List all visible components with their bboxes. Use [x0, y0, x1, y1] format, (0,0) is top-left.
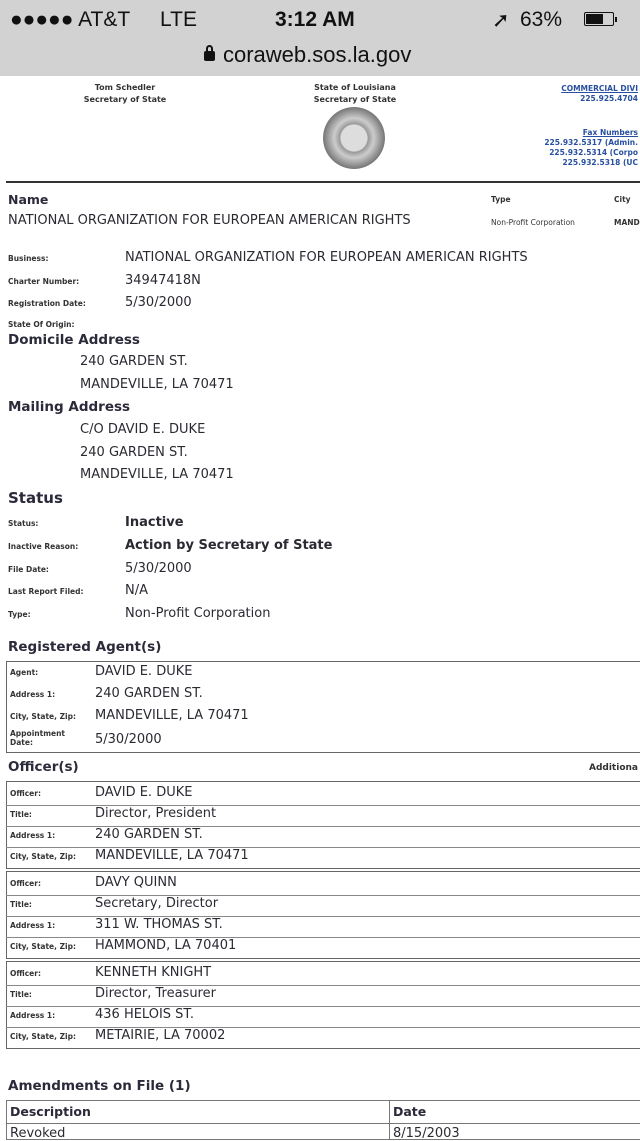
officer-label: Officer:: [10, 879, 41, 888]
battery-percent: 63%: [520, 8, 563, 31]
field-value: 5/30/2000: [125, 295, 192, 310]
officer-value: METAIRIE, LA 70002: [95, 1028, 226, 1043]
domicile-line: 240 GARDEN ST.: [80, 354, 188, 369]
officer-value: Director, Treasurer: [95, 986, 216, 1001]
city-label: City: [614, 195, 631, 204]
mailing-line: 240 GARDEN ST.: [80, 444, 188, 460]
field-label: State Of Origin:: [8, 320, 75, 329]
status-value: Non-Profit Corporation: [125, 606, 271, 622]
agent-label: Appointment Date:: [10, 729, 66, 747]
lock-icon: [204, 51, 215, 61]
state-seal-logo: [323, 107, 385, 169]
officer-label: Title:: [10, 990, 32, 999]
agent-value: DAVID E. DUKE: [95, 664, 193, 679]
commercial-division-link[interactable]: COMMERCIAL DIVI: [561, 84, 638, 93]
name-label: Name: [8, 192, 49, 207]
status-label: Status:: [8, 519, 39, 528]
carrier-signal: ●●●●● AT&T: [10, 8, 131, 31]
officer-label: City, State, Zip:: [10, 1032, 76, 1041]
officer-label: City, State, Zip:: [10, 942, 76, 951]
additional-officers-link[interactable]: Additiona: [589, 763, 638, 773]
amendments-table: [6, 1100, 640, 1140]
amendment-date: 8/15/2003: [393, 1126, 460, 1141]
ios-status-bar: [0, 0, 640, 76]
mailing-line: C/O DAVID E. DUKE: [80, 422, 206, 437]
domicile-line: MANDEVILLE, LA 70471: [80, 377, 234, 392]
commercial-division: COMMERCIAL DIVI 225.925.4704: [561, 84, 638, 103]
officer-value: KENNETH KNIGHT: [95, 965, 212, 980]
officer-value: HAMMOND, LA 70401: [95, 938, 237, 953]
fax-numbers: Fax Numbers 225.932.5317 (Admin. 225.932.5314 (Corpo 225.932.5318 (UC: [544, 128, 638, 167]
amendment-description: Revoked: [10, 1126, 66, 1141]
status-label: Type:: [8, 610, 31, 620]
officer-label: Address 1:: [10, 1011, 56, 1020]
location-arrow-icon: ➚: [492, 9, 510, 32]
registered-agent-title: Registered Agent(s): [8, 639, 162, 655]
officer-value: 436 HELOIS ST.: [95, 1007, 194, 1022]
officer-label: Officer:: [10, 789, 41, 798]
officer-value: 311 W. THOMAS ST.: [95, 917, 223, 932]
officer-label: Address 1:: [10, 921, 56, 930]
officer-label: Title:: [10, 810, 32, 819]
officers-title: Officer(s): [8, 759, 79, 775]
amendments-title: Amendments on File (1): [8, 1078, 191, 1094]
officer-value: Director, President: [95, 806, 217, 821]
mailing-line: MANDEVILLE, LA 70471: [80, 467, 234, 482]
entity-city: MAND: [614, 218, 640, 227]
status-label: File Date:: [8, 564, 49, 574]
column-description: Description: [10, 1104, 91, 1119]
agent-label: Address 1:: [10, 690, 56, 699]
officer-value: 240 GARDEN ST.: [95, 827, 203, 842]
column-date: Date: [393, 1104, 427, 1119]
field-value: 34947418N: [125, 273, 201, 288]
officer-value: DAVID E. DUKE: [95, 785, 193, 800]
agent-value: MANDEVILLE, LA 70471: [95, 708, 249, 723]
type-label: Type: [491, 195, 511, 204]
agent-label: City, State, Zip:: [10, 712, 76, 721]
entity-name: NATIONAL ORGANIZATION FOR EUROPEAN AMERICAN RIGHTS: [8, 213, 411, 228]
officer-label: Officer:: [10, 969, 41, 978]
officer-value: MANDEVILLE, LA 70471: [95, 848, 249, 863]
agent-value: 5/30/2000: [95, 732, 162, 747]
url-text: coraweb.sos.la.gov: [223, 42, 412, 67]
officer-label: Address 1:: [10, 831, 56, 840]
status-value: N/A: [125, 583, 148, 599]
field-label: Charter Number:: [8, 277, 80, 286]
status-label: Inactive Reason:: [8, 541, 79, 551]
officer-value: Secretary, Director: [95, 896, 219, 911]
officer-label: City, State, Zip:: [10, 852, 76, 861]
entity-type: Non-Profit Corporation: [491, 218, 575, 227]
officer-label: Title:: [10, 900, 32, 909]
status-title: Status: [8, 489, 63, 507]
field-label: Business:: [8, 254, 49, 263]
domicile-title: Domicile Address: [8, 332, 140, 348]
field-value: NATIONAL ORGANIZATION FOR EUROPEAN AMERICAN RIGHTS: [125, 250, 528, 265]
clock: 3:12 AM: [275, 8, 355, 31]
status-value: Action by Secretary of State: [125, 537, 333, 553]
battery-icon: [580, 10, 614, 28]
divider: [6, 181, 640, 183]
agent-value: 240 GARDEN ST.: [95, 686, 203, 701]
agent-label: Agent:: [10, 668, 39, 677]
address-bar[interactable]: [204, 42, 411, 68]
status-value: 5/30/2000: [125, 560, 192, 576]
field-label: Registration Date:: [8, 299, 86, 308]
network-type: LTE: [160, 8, 197, 31]
secretary-name: Tom Schedler Secretary of State: [83, 83, 167, 104]
state-title: State of Louisiana Secretary of State: [313, 83, 397, 104]
mailing-title: Mailing Address: [8, 399, 131, 415]
officer-value: DAVY QUINN: [95, 875, 177, 890]
status-label: Last Report Filed:: [8, 587, 84, 597]
status-value: Inactive: [125, 515, 184, 530]
